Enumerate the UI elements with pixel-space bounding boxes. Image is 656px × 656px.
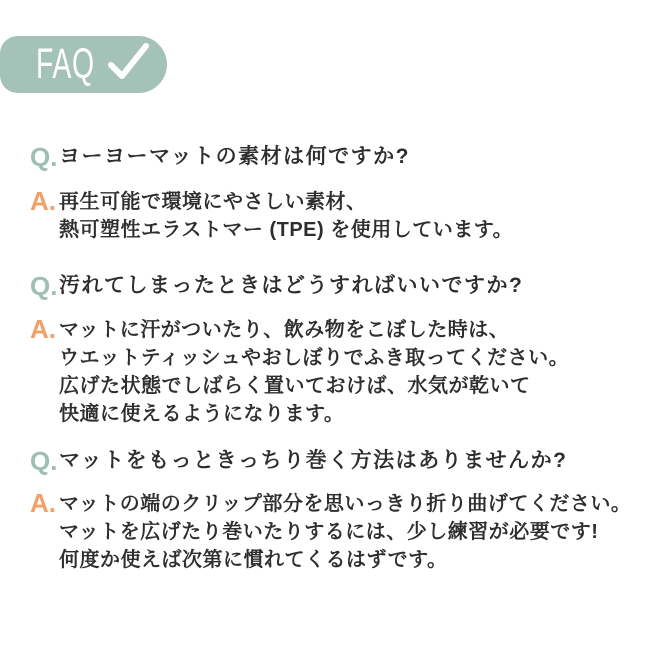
answer-line: ウエットティッシュやおしぼりでふき取ってください。 (59, 347, 570, 369)
a-marker: A. (30, 186, 56, 216)
answer-line: 広げた状態でしばらく置いておけば、水気が乾いて (59, 375, 531, 397)
answer-line: 何度か使えば次第に慣れてくるはずです。 (59, 549, 448, 571)
answer-row-1 (30, 188, 513, 244)
q-marker: Q. (30, 446, 58, 476)
q-marker: Q. (30, 142, 58, 172)
question-row-3 (30, 448, 568, 474)
answer-text (59, 490, 631, 574)
answer-line: 熱可塑性エラストマー (TPE) を使用しています。 (59, 219, 514, 241)
question-text: ヨーヨーマットの素材は何ですか? (59, 145, 410, 168)
q-marker: Q. (30, 271, 58, 301)
faq-badge (0, 36, 167, 93)
answer-row-2 (30, 316, 569, 428)
question-text: 汚れてしまったときはどうすればいいですか? (59, 274, 524, 297)
answer-text (59, 316, 569, 428)
question-text: マットをもっときっちり巻く方法はありませんか? (59, 449, 568, 472)
answer-text (59, 188, 513, 244)
faq-badge-title: FAQ (36, 40, 95, 88)
check-icon (108, 43, 150, 81)
question-row-2 (30, 273, 523, 299)
question-row-1 (30, 144, 410, 170)
answer-line: マットの端のクリップ部分を思いっきり折り曲げてください。 (59, 493, 632, 515)
answer-line: マットを広げたり巻いたりするには、少し練習が必要です! (59, 521, 599, 543)
answer-row-3 (30, 490, 631, 574)
a-marker: A. (30, 314, 56, 344)
a-marker: A. (30, 488, 56, 518)
answer-line: 再生可能で環境にやさしい素材、 (59, 191, 367, 213)
answer-line: マットに汗がついたり、飲み物をこぼした時は、 (59, 319, 510, 341)
answer-line: 快適に使えるようになります。 (59, 403, 345, 425)
